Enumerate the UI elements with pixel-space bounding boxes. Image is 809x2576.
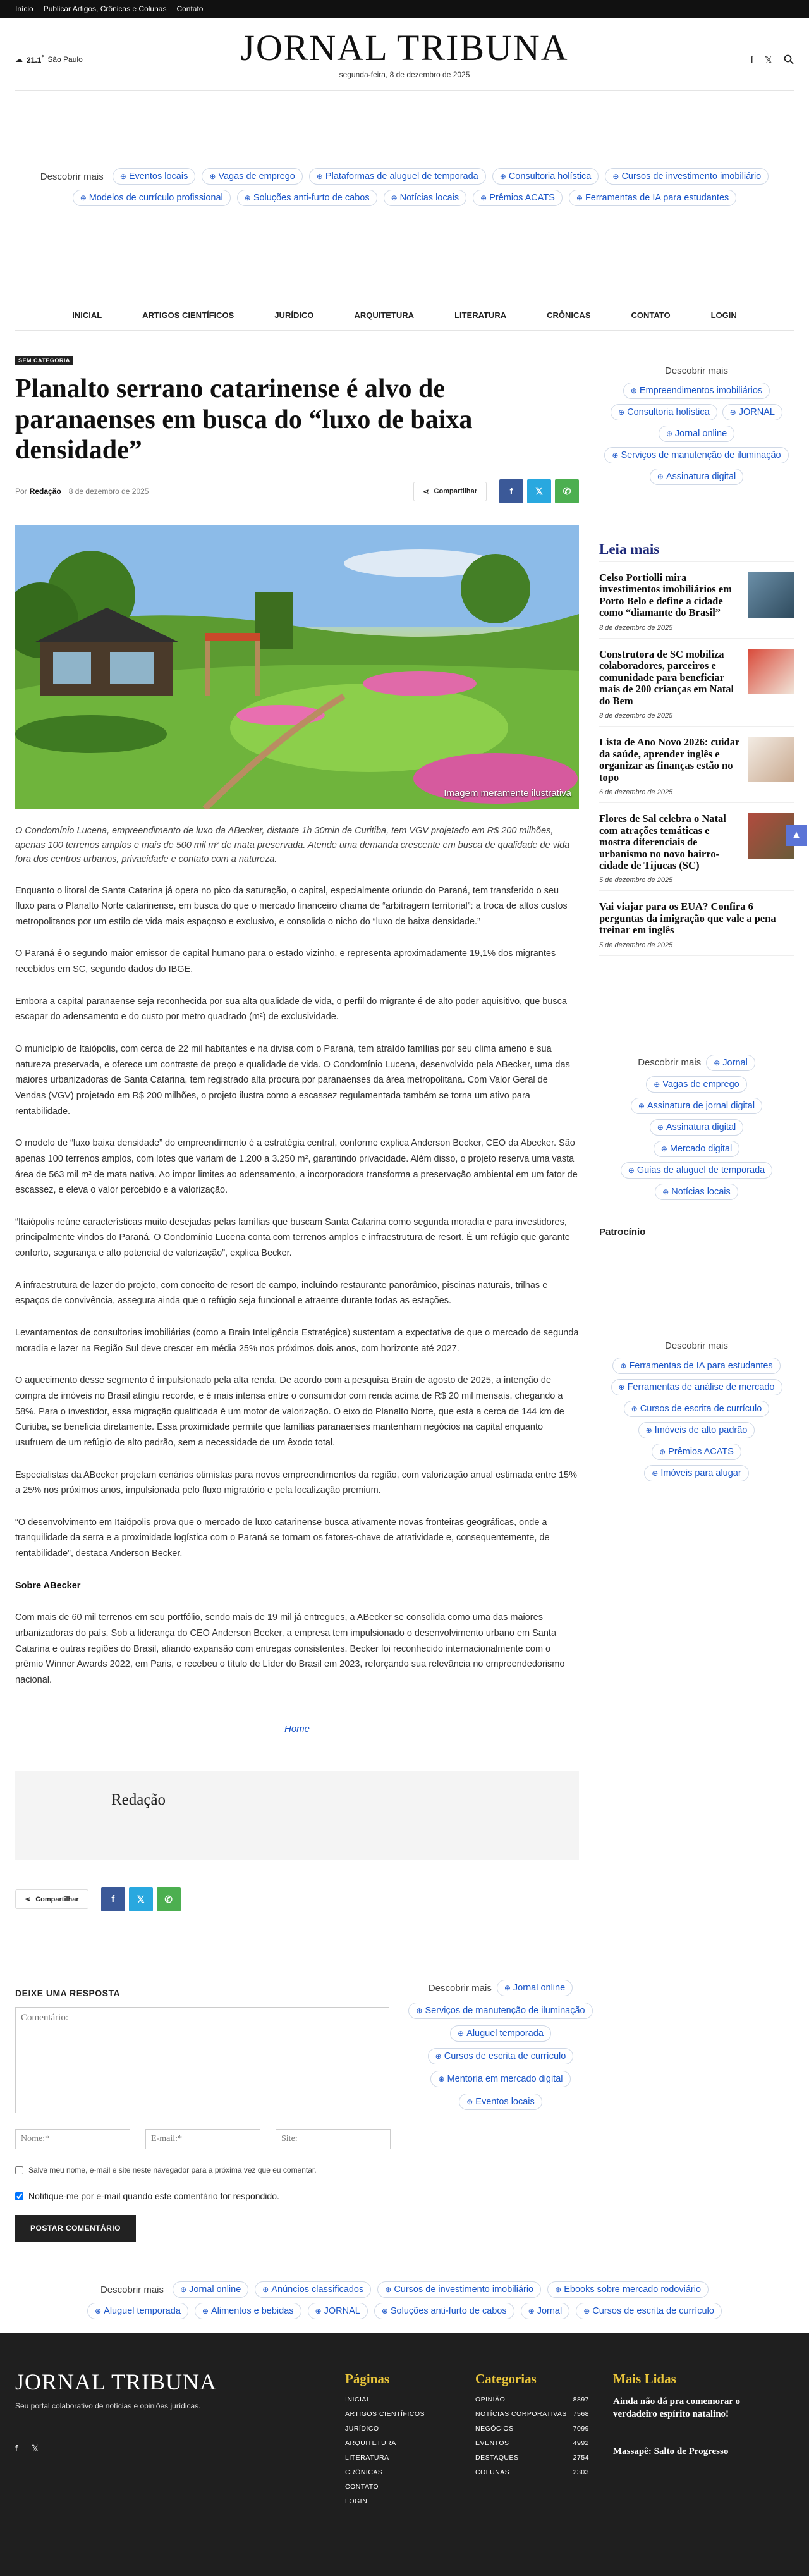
main-nav [0, 305, 809, 325]
paragraph: “Itaiópolis reúne características muito desejadas pelas famílias que buscam Santa Catarina como segunda moradia e para investidores, principalmente vindos do Paraná. O Condomínio Lucena conta com terrenos amplos e infraestrutura de resort. É um refúgio que garante conforto, segurança e alto potencial de valorização”, explica Becker. [15, 1217, 570, 1259]
x-share-icon[interactable]: 𝕏 [527, 479, 551, 503]
search-icon: ⊕ [416, 2006, 423, 2015]
save-info-label: Salve meu nome, e-mail e site neste navegador para a próxima vez que eu comentar. [28, 2166, 317, 2174]
search-icon: ⊕ [466, 2097, 473, 2106]
paragraph: O modelo de “luxo baixa densidade” do empreendimento é a estratégia central, conforme explica Anderson Becker, CEO da Abecker. São apenas 100 terrenos amplos, com lotes que variam de 1.200 a 3.250 m², garantindo privacidade. Além disso, o projeto reserva uma vasta área de 563 mil m² de mata nativa. Ao impor limites ao adensamento, a incorporadora transforma a preservação ambiental em um fator de escassez, e eleva o valor percebido e a valorização. [15, 1138, 578, 1196]
list-item[interactable] [599, 639, 794, 727]
search-icon: ⊕ [638, 1101, 645, 1110]
search-icon: ⊕ [729, 408, 736, 417]
discover-pill[interactable]: ⊕ Soluções anti-furto de cabos [237, 190, 377, 206]
sidebar-discover-1 [599, 365, 794, 485]
discover-pill[interactable]: ⊕ Serviços de manutenção de iluminação [604, 447, 788, 463]
site-footer [0, 2333, 809, 2576]
footer-link[interactable]: LOGIN [345, 2498, 368, 2505]
search-icon: ⊕ [119, 172, 126, 181]
paragraph: Com mais de 60 mil terrenos em seu portfólio, sendo mais de 19 mil já entregues, a ABecker se consolida como uma das maiores urbanizadoras do país. Sob a liderança do CEO Anderson Becker, a empresa tem impulsionado o desenvolvimento urbano em Santa Catarina e outras regiões do Brasil, aliando expansão com entregas consistentes. Becker foi reconhecido internacionalmente com o prêmio Winner Awards 2022, em Paris, e recebeu o título de Líder do Brasil em 2023, reforçando sua relevância no empreendedorismo nacional. [15, 1612, 565, 1685]
discover-label: Descobrir mais [638, 1057, 702, 1068]
search-icon: ⊕ [630, 386, 637, 395]
read-more-date: 5 de dezembro de 2025 [599, 876, 673, 885]
search-icon: ⊕ [95, 2307, 102, 2315]
footer-link[interactable]: LITERATURA [345, 2454, 389, 2462]
category-badge[interactable]: SEM CATEGORIA [15, 356, 73, 365]
category-row[interactable]: EVENTOS 4992 [475, 2439, 589, 2447]
discover-pill[interactable]: ⊕ Mentoria em mercado digital [430, 2071, 570, 2087]
nav-item-inicial[interactable]: INICIAL [72, 310, 102, 320]
discover-pill[interactable]: ⊕ Jornal [521, 2303, 570, 2319]
search-icon: ⊕ [583, 2307, 590, 2315]
discover-label: Descobrir mais [664, 1340, 729, 1351]
comment-textarea[interactable] [15, 2007, 389, 2113]
search-icon: ⊕ [316, 172, 323, 181]
read-more-headline[interactable]: Vai viajar para os EUA? Confira 6 perguntas da imigração que vale a pena treinar em inglês [599, 900, 776, 936]
article-date: 8 de dezembro de 2025 [68, 487, 149, 496]
footer-most-read [613, 2371, 771, 2458]
share-icon: ⋖ [25, 1896, 31, 1904]
search-icon: ⊕ [620, 1361, 627, 1370]
search-icon: ⊕ [528, 2307, 535, 2315]
nav-item-contato[interactable]: CONTATO [631, 310, 671, 320]
weather-widget [15, 54, 83, 64]
search-icon: ⊕ [555, 2285, 562, 2294]
paragraph: O Paraná é o segundo maior emissor de capital humano para o estado vizinho, e representa aproximadamente 19,1% dos migrantes recebidos em SC, segundo dados do IBGE. [15, 948, 556, 975]
whatsapp-share-icon[interactable]: ✆ [157, 1887, 181, 1911]
search-icon: ⊕ [435, 2052, 442, 2061]
read-more-headline[interactable]: Flores de Sal celebra o Natal com atrações temáticas e mostra diferenciais de urbanismo no novo bairro-cidade de Tijucas (SC) [599, 813, 726, 871]
paragraph: Especialistas da ABecker projetam cenários otimistas para novos empreendimentos da região, com valorização anual estimada entre 15% a 25% nos próximos anos, impulsionada pelo fluxo migratório e pela localização premium. [15, 1469, 577, 1496]
footer-most-read-title: Mais Lidas [613, 2371, 676, 2386]
topbar-link-inicio[interactable]: Início [15, 4, 33, 13]
category-row[interactable]: NOTÍCIAS CORPORATIVAS 7568 [475, 2410, 589, 2418]
discover-pill[interactable]: ⊕ Ferramentas de IA para estudantes [569, 190, 736, 206]
discover-pill[interactable]: ⊕ Eventos locais [113, 168, 196, 185]
discover-label: Descobrir mais [428, 1982, 492, 1994]
discover-pill[interactable]: ⊕ Assinatura digital [650, 469, 743, 485]
nav-item-artigos[interactable]: ARTIGOS CIENTÍFICOS [142, 310, 234, 320]
list-item[interactable] [599, 562, 794, 639]
discover-label: Descobrir mais [664, 365, 729, 376]
search-icon: ⊕ [262, 2285, 269, 2294]
paragraph: A infraestrutura de lazer do projeto, com conceito de resort de campo, incluindo restaurante panorâmico, piscinas naturais, trilhas e espaços de convivência, assegura ainda que o refúgio seja funcional e atraente durante todas as estações. [15, 1280, 548, 1306]
most-read-headline[interactable]: Massapê: Salto de Progresso [613, 2446, 729, 2456]
discover-pill[interactable]: ⊕ Soluções anti-furto de cabos [374, 2303, 514, 2319]
search-icon: ⊕ [576, 193, 583, 202]
search-icon: ⊕ [202, 2307, 209, 2315]
nav-item-juridico[interactable]: JURÍDICO [274, 310, 314, 320]
most-read-headline[interactable]: Ainda não dá pra comemorar o verdadeiro espírito natalino! [613, 2396, 740, 2419]
footer-pages [345, 2371, 459, 2512]
facebook-share-icon[interactable]: f [499, 479, 523, 503]
discover-pill[interactable]: ⊕ Consultoria holística [492, 168, 599, 185]
discover-pill[interactable]: ⊕ Vagas de emprego [202, 168, 303, 185]
search-icon: ⊕ [612, 451, 619, 460]
search-icon: ⊕ [660, 1144, 667, 1153]
discover-pill[interactable]: ⊕ Prêmios ACATS [473, 190, 563, 206]
paragraph: Enquanto o litoral de Santa Catarina já opera no pico da saturação, o capital, especialmente oriundo do Paraná, tem transferido o seu fluxo para o Planalto Norte catarinense, em busca do que o mercado financeiro chama de “arbitragem territorial”: a troca de altos custos metropolitanos por um estilo de vida mais espaçoso e exclusivo, e consolida o nicho do “luxo de baixa densidade.” [15, 885, 568, 927]
search-icon: ⊕ [80, 193, 87, 202]
search-icon: ⊕ [618, 408, 625, 417]
x-share-icon[interactable]: 𝕏 [129, 1887, 153, 1911]
discover-more-comments [406, 1980, 595, 2110]
discover-pill[interactable]: ⊕ Cursos de investimento imobiliário [605, 168, 769, 185]
notify-label: Notifique-me por e-mail quando este comentário for respondido. [28, 2191, 279, 2201]
search-icon: ⊕ [499, 172, 506, 181]
search-icon: ⊕ [209, 172, 216, 181]
whatsapp-share-icon[interactable]: ✆ [555, 479, 579, 503]
footer-link[interactable]: ARTIGOS CIENTÍFICOS [345, 2410, 425, 2418]
read-more-headline[interactable]: Celso Portiolli mira investimentos imobiliários em Porto Belo e define a cidade como “diamante do Brasil” [599, 572, 732, 619]
discover-pill[interactable]: ⊕ Aluguel temporada [87, 2303, 188, 2319]
footer-categories-title: Categorias [475, 2371, 537, 2386]
sponsorship-title: Patrocínio [599, 1227, 646, 1237]
footer-logo[interactable]: JORNAL TRIBUNA [15, 2369, 217, 2395]
discover-pill[interactable]: ⊕ Cursos de escrita de currículo [428, 2048, 574, 2064]
landscape-illustration [15, 525, 579, 809]
back-to-top-button[interactable] [786, 825, 807, 846]
discover-pill[interactable]: ⊕ Jornal [706, 1055, 755, 1071]
search-icon: ⊕ [618, 1383, 625, 1392]
sidebar-discover-2 [599, 1055, 794, 1200]
comment-fields [15, 2129, 389, 2149]
share-top [413, 479, 579, 503]
post-comment-button[interactable]: POSTAR COMENTÁRIO [15, 2215, 136, 2242]
article-body [15, 883, 579, 1688]
read-more-title: Leia mais [599, 541, 794, 562]
category-row[interactable]: NEGÓCIOS 7099 [475, 2425, 589, 2432]
footer-pages-title: Páginas [345, 2371, 390, 2386]
discover-pill[interactable]: ⊕ Assinatura digital [650, 1119, 743, 1136]
discover-pill[interactable]: ⊕ Imóveis de alto padrão [638, 1422, 755, 1438]
facebook-icon[interactable]: f [750, 54, 753, 65]
share-button[interactable]: ⋖ Compartilhar [413, 482, 487, 501]
search-icon: ⊕ [659, 1447, 666, 1456]
search-icon: ⊕ [612, 172, 619, 181]
search-icon: ⊕ [504, 1984, 511, 1992]
search-icon: ⊕ [662, 1187, 669, 1196]
thumbnail[interactable] [748, 737, 794, 782]
x-twitter-icon[interactable]: 𝕏 [31, 2443, 39, 2453]
author-box-name[interactable]: Redação [111, 1791, 166, 1808]
discover-pill[interactable]: ⊕ Ferramentas de análise de mercado [611, 1379, 782, 1395]
comment-form [15, 1988, 389, 2242]
footer-categories [475, 2371, 589, 2483]
discover-pill[interactable]: ⊕ Notícias locais [655, 1184, 738, 1200]
read-more-date: 6 de dezembro de 2025 [599, 788, 673, 797]
discover-label: Descobrir mais [40, 171, 104, 182]
discover-pill[interactable]: ⊕ Alimentos e bebidas [195, 2303, 301, 2319]
cloud-icon: ☁ [15, 55, 23, 64]
facebook-share-icon[interactable]: f [101, 1887, 125, 1911]
nav-item-arquitetura[interactable]: ARQUITETURA [354, 310, 415, 320]
x-twitter-icon[interactable]: 𝕏 [764, 55, 772, 66]
header-divider [15, 90, 794, 91]
discover-pill[interactable]: ⊕ Prêmios ACATS [652, 1444, 741, 1460]
footer-social [15, 2443, 39, 2454]
search-icon: ⊕ [381, 2307, 388, 2315]
discover-more-top [38, 168, 771, 206]
discover-pill[interactable]: ⊕ Ebooks sobre mercado rodoviário [547, 2281, 709, 2298]
search-icon: ⊕ [438, 2075, 445, 2083]
site-logo[interactable] [240, 27, 569, 79]
notify-checkbox[interactable] [15, 2192, 23, 2200]
read-more-headline[interactable]: Lista de Ano Novo 2026: cuidar da saúde, aprender inglês e organizar as finanças estão no topo [599, 736, 740, 783]
discover-pill[interactable]: ⊕ Guias de aluguel de temporada [621, 1162, 772, 1179]
search-icon: ⊕ [714, 1058, 721, 1067]
search-icon: ⊕ [657, 472, 664, 481]
category-row[interactable]: COLUNAS 2303 [475, 2469, 589, 2476]
save-info-checkbox-row [15, 2166, 389, 2174]
paragraph: O aquecimento desse segmento é impulsionado pela alta renda. De acordo com a pesquisa Brain de agosto de 2025, a intenção de compra de imóveis no Brasil atingiu recorde, e é mais intensa entre o consumidor com renda acima de R$ 20 mil mensais, chegando a 58%. Para o investidor, essa migração qualificada é um motor de valorização. O eixo do Planalto Norte, que está a cerca de 144 km de Curitiba, se beneficia diretamente. Essa proximidade permite que famílias paranaenses mantenham negócios na capital enquanto usufruem de um refúgio de alto padrão, sem a necessidade de um êxodo total. [15, 1375, 564, 1448]
thumbnail[interactable] [748, 649, 794, 694]
by-label: Por [15, 487, 27, 496]
topbar-link-publicar[interactable]: Publicar Artigos, Crônicas e Colunas [43, 4, 167, 13]
notify-checkbox-row [15, 2191, 389, 2201]
discover-pill[interactable]: ⊕ Notícias locais [384, 190, 467, 206]
share-icon: ⋖ [423, 488, 429, 496]
list-item[interactable] [599, 727, 794, 803]
discover-pill[interactable]: ⊕ Consultoria holística [611, 404, 717, 420]
read-more-date: 8 de dezembro de 2025 [599, 712, 673, 720]
discover-pill[interactable]: ⊕ Serviços de manutenção de iluminação [408, 2003, 592, 2019]
topbar-link-contato[interactable]: Contato [176, 4, 204, 13]
paragraph: O município de Itaiópolis, com cerca de 22 mil habitantes e na divisa com o Paraná, tem atraído famílias por seu clima ameno e sua natureza preservada, e oferece um contraste de preço e qualidade de vida. O Condomínio Lucena, desenvolvido pela ABecker, uma das maiores urbanizadoras de Santa Catarina, tem registrado alta procura por paranaenses da área metropolitana. Com Valor Geral de Vendas (VGV) projetado em R$ 200 milhões, o projeto ilustra como a escassez regulamentada também se torna um ativo para rentabilidade. [15, 1044, 570, 1117]
hero-image [15, 525, 579, 809]
nav-item-login[interactable]: LOGIN [710, 310, 737, 320]
paragraph: Embora a capital paranaense seja reconhecida por sua alta qualidade de vida, o perfil do migrante é de alto poder aquisitivo, que busca escapar do adensamento e do custo por metro quadrado (m²) de exclusividade. [15, 996, 567, 1022]
search-icon: ⊕ [652, 1469, 659, 1478]
search-icon[interactable] [784, 54, 794, 67]
footer-link[interactable]: ARQUITETURA [345, 2439, 396, 2447]
header-social [751, 54, 794, 67]
search-icon: ⊕ [654, 1080, 660, 1089]
search-icon: ⊕ [391, 193, 398, 202]
search-icon: ⊕ [628, 1166, 635, 1175]
paragraph: “O desenvolvimento em Itaiópolis prova que o mercado de luxo catarinense busca ativamente novas fronteiras geográficas, onde a tranquilidade da serra e a proximidade logística com o Paraná se tornam os fatores-chave de atratividade e, consequentemente, de rentabilidade”, destaca Anderson Becker. [15, 1517, 550, 1559]
search-icon: ⊕ [315, 2307, 322, 2315]
top-bar [0, 0, 809, 18]
temperature: 21.1° [27, 54, 44, 64]
discover-pill[interactable]: ⊕ JORNAL [722, 404, 782, 420]
list-item[interactable] [599, 803, 794, 891]
category-row[interactable]: DESTAQUES 2754 [475, 2454, 589, 2462]
city-name: São Paulo [47, 55, 83, 64]
discover-pill[interactable]: ⊕ Mercado digital [654, 1141, 739, 1157]
discover-pill[interactable]: ⊕ Cursos de escrita de currículo [576, 2303, 722, 2319]
article-meta [15, 479, 579, 504]
search-icon: ⊕ [480, 193, 487, 202]
search-icon: ⊕ [657, 1123, 664, 1132]
search-icon: ⊕ [244, 193, 251, 202]
discover-pill[interactable]: ⊕ Aluguel temporada [450, 2025, 551, 2042]
nav-item-cronicas[interactable]: CRÔNICAS [547, 310, 591, 320]
read-more-date: 8 de dezembro de 2025 [599, 623, 673, 632]
discover-pill[interactable]: ⊕ Cursos de investimento imobiliário [377, 2281, 541, 2298]
save-info-checkbox[interactable] [15, 2166, 23, 2174]
discover-pill[interactable]: ⊕ Jornal online [497, 1980, 573, 1996]
article-caption: O Condomínio Lucena, empreendimento de luxo da ABecker, distante 1h 30min de Curitiba, tem VGV projetado em R$ 200 milhões, apenas 100 terrenos amplos e mais de 500 mil m² de mata preservada. Atende uma demanda crescente em busca de qualidade de vida fora dos centros urbanos, privacidade e contato com a natureza. [15, 826, 570, 865]
list-item[interactable] [599, 891, 794, 955]
search-icon: ⊕ [645, 1426, 652, 1435]
discover-pill[interactable]: ⊕ Imóveis para alugar [644, 1465, 748, 1481]
email-field[interactable] [145, 2129, 260, 2149]
search-icon: ⊕ [666, 429, 672, 438]
arrow-up-icon: ▲ [791, 830, 801, 840]
search-icon: ⊕ [631, 1404, 638, 1413]
home-link[interactable]: Home [284, 1723, 310, 1734]
sidebar-discover-3 [599, 1340, 794, 1481]
discover-pill[interactable]: ⊕ Anúncios classificados [255, 2281, 371, 2298]
site-field[interactable] [276, 2129, 391, 2149]
footer-description: Seu portal colaborativo de notícias e opiniões jurídicas. [15, 2401, 201, 2410]
article-title: Planalto serrano catarinense é alvo de paranaenses em busca do “luxo de baixa densidade” [15, 374, 473, 465]
image-caption: Imagem meramente ilustrativa [444, 788, 571, 799]
search-icon: ⊕ [458, 2029, 465, 2038]
author-box [15, 1771, 579, 1860]
nav-item-literatura[interactable]: LITERATURA [454, 310, 507, 320]
article [15, 354, 579, 1911]
discover-pill[interactable]: ⊕ Vagas de emprego [646, 1076, 747, 1093]
discover-more-bottom [63, 2281, 746, 2319]
footer-link[interactable]: INICIAL [345, 2396, 371, 2403]
comment-title: DEIXE UMA RESPOSTA [15, 1988, 121, 1998]
header-date: segunda-feira, 8 de dezembro de 2025 [339, 70, 470, 79]
site-header [0, 18, 809, 90]
discover-pill[interactable]: ⊕ Empreendimentos imobiliários [623, 383, 770, 399]
read-more-widget [599, 541, 794, 956]
discover-pill[interactable]: ⊕ Jornal online [173, 2281, 248, 2298]
category-row[interactable]: OPINIÃO 8897 [475, 2396, 589, 2403]
author-link[interactable]: Redação [29, 487, 61, 496]
site-name[interactable]: JORNAL TRIBUNA [240, 27, 569, 68]
subheading: Sobre ABecker [15, 1580, 81, 1591]
footer-link[interactable]: CRÔNICAS [345, 2469, 383, 2476]
discover-pill[interactable]: ⊕ JORNAL [308, 2303, 368, 2319]
name-field[interactable] [15, 2129, 130, 2149]
discover-pill[interactable]: ⊕ Cursos de escrita de currículo [624, 1401, 770, 1417]
thumbnail[interactable] [748, 572, 794, 618]
discover-pill[interactable]: ⊕ Eventos locais [459, 2094, 542, 2110]
facebook-icon[interactable]: f [15, 2443, 18, 2453]
discover-label: Descobrir mais [100, 2284, 164, 2295]
discover-pill[interactable]: ⊕ Assinatura de jornal digital [631, 1098, 762, 1114]
sponsorship-widget [599, 1227, 794, 1237]
footer-link[interactable]: JURÍDICO [345, 2425, 379, 2432]
search-icon: ⊕ [180, 2285, 187, 2294]
read-more-headline[interactable]: Construtora de SC mobiliza colaboradores, parceiros e comunidade para beneficiar mais de 200 crianças em Natal do Bem [599, 647, 734, 707]
nav-divider [15, 330, 794, 331]
discover-pill[interactable]: ⊕ Modelos de currículo profissional [73, 190, 231, 206]
footer-link[interactable]: CONTATO [345, 2483, 379, 2491]
discover-pill[interactable]: ⊕ Plataformas de aluguel de temporada [309, 168, 486, 185]
discover-pill[interactable]: ⊕ Ferramentas de IA para estudantes [612, 1358, 780, 1374]
share-button[interactable]: ⋖ Compartilhar [15, 1889, 88, 1909]
share-bottom [15, 1887, 579, 1911]
paragraph: Levantamentos de consultorias imobiliárias (como a Brain Inteligência Estratégica) sustentam a expectativa de que o mercado de segunda moradia e lazer na Região Sul deve crescer em média 25% nos próximos dois anos, com horizonte até 2027. [15, 1328, 579, 1354]
discover-pill[interactable]: ⊕ Jornal online [659, 426, 734, 442]
read-more-date: 5 de dezembro de 2025 [599, 941, 673, 949]
search-icon: ⊕ [385, 2285, 392, 2294]
